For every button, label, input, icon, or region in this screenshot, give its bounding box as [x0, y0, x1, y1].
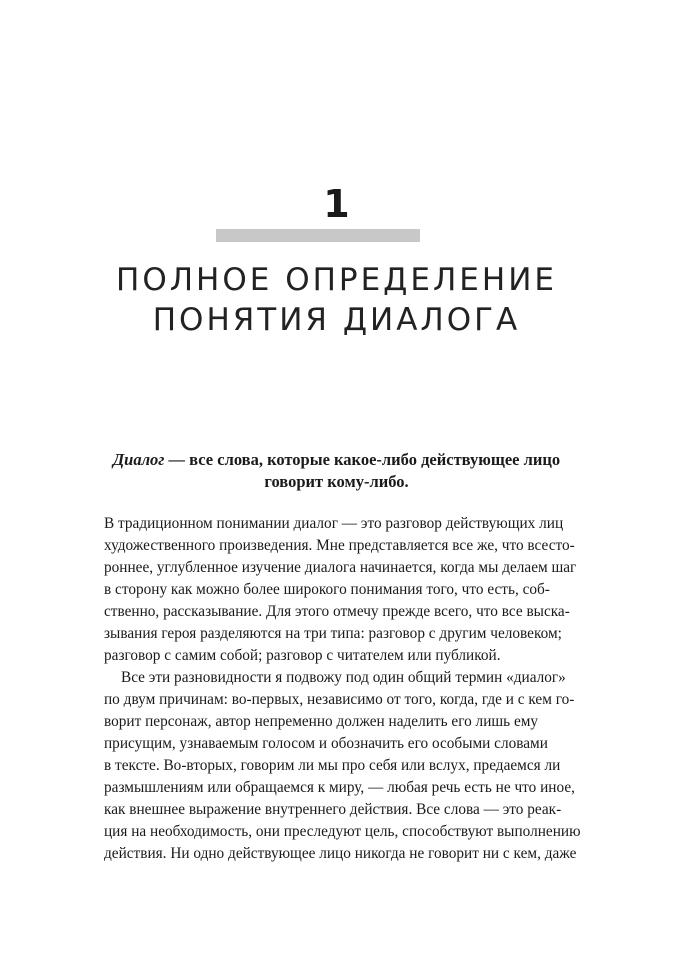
text-line: ция на необходимость, они преследуют цель, способствуют выполнению: [104, 823, 581, 840]
text-line: как внешнее выражение внутреннего действия. Все слова — это реак-: [104, 801, 562, 818]
chapter-number: 1: [323, 182, 350, 226]
epigraph-definition: — все слова, которые какое-либо действующее лицо: [164, 450, 561, 469]
epigraph-line: [70, 449, 603, 471]
text-line: размышлениям или обращаемся к миру, — любая речь есть не что иное,: [104, 779, 575, 796]
text-line: присущим, узнаваемым голосом и обозначить его особыми словами: [104, 735, 548, 752]
text-line: в сторону как можно более широкого понимания того, что есть, соб-: [104, 581, 550, 598]
text-line: художественного произведения. Мне представляется все же, что всесто-: [104, 537, 575, 554]
text-line: действия. Ни одно действующее лицо никогда не говорит ни с кем, даже: [104, 845, 577, 862]
text-line: разговор с самим собой; разговор с читателем или публикой.: [104, 647, 501, 664]
text-line: роннее, углубленное изучение диалога начинается, когда мы делаем шаг: [104, 559, 577, 576]
chapter-divider-bar: [216, 229, 420, 242]
text-line: ственно, рассказывание. Для этого отмечу прежде всего, что все выска-: [104, 603, 570, 620]
chapter-title-line: ПОЛНОЕ ОПРЕДЕЛЕНИЕ: [116, 262, 557, 298]
chapter-title-line: ПОНЯТИЯ ДИАЛОГА: [152, 302, 521, 338]
text-line: зывания героя разделяются на три типа: разговор с другим человеком;: [104, 625, 562, 642]
text-line: В традиционном понимании диалог — это разговор действующих лиц: [104, 515, 564, 532]
text-line: по двум причинам: во-первых, независимо от того, когда, где и с кем го-: [104, 691, 575, 708]
text-line: в тексте. Во-вторых, говорим ли мы про себя или вслух, предаемся ли: [104, 757, 561, 774]
text-line: ворит персонаж, автор непременно должен наделить его лишь ему: [104, 713, 539, 730]
paragraph: [104, 513, 577, 667]
text-line: Все эти разновидности я подвожу под один общий термин «диалог»: [121, 669, 566, 686]
chapter-title: [0, 260, 673, 340]
epigraph-term: Диалог: [112, 450, 165, 469]
paragraph: [104, 667, 581, 865]
body-text: [104, 513, 581, 865]
epigraph: [70, 449, 603, 493]
epigraph-line: говорит кому-либо.: [264, 472, 409, 491]
